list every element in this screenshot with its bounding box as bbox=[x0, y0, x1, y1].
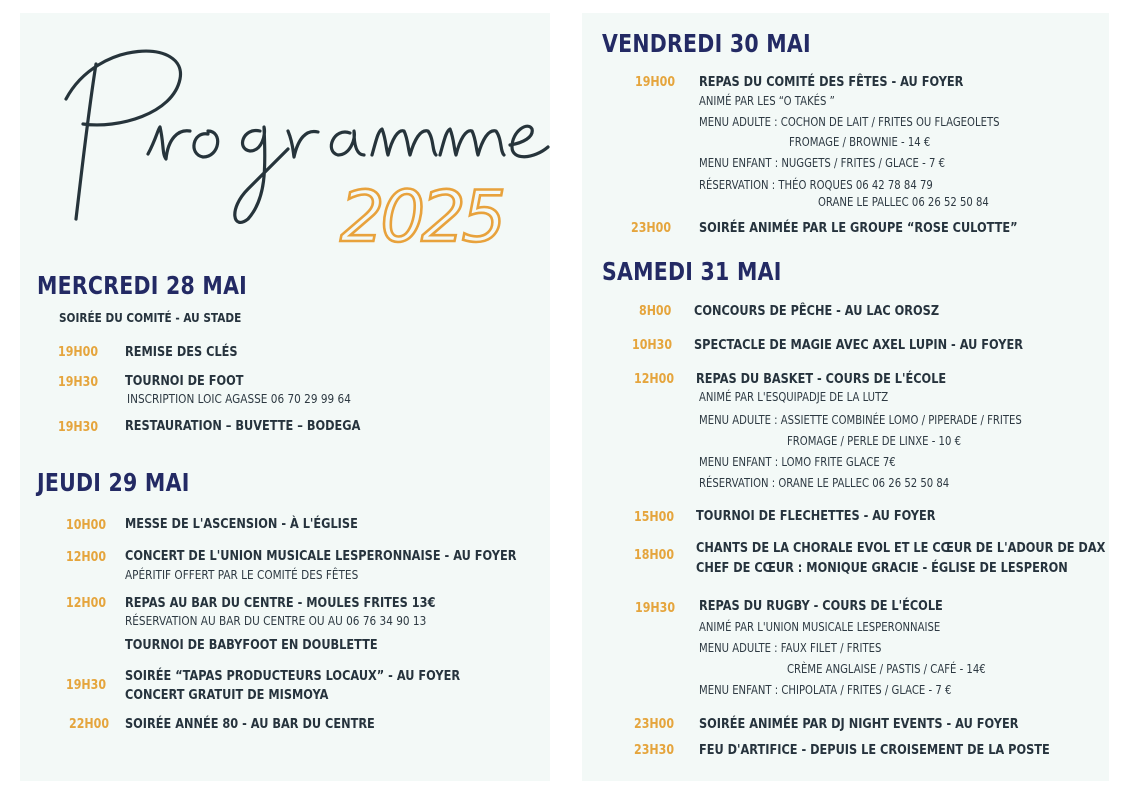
event-title: SOIRÉE ANNÉE 80 - AU BAR DU CENTRE bbox=[125, 716, 375, 732]
event-time: 10H30 bbox=[632, 338, 673, 353]
event-time: 12H00 bbox=[66, 596, 107, 611]
event-time: 19H30 bbox=[58, 375, 99, 390]
event-time: 12H00 bbox=[66, 550, 107, 565]
svg-text:2025: 2025 bbox=[340, 176, 503, 254]
left-page bbox=[20, 13, 550, 781]
event-title: MESSE DE L'ASCENSION - À L'ÉGLISE bbox=[125, 516, 358, 532]
event-title: REMISE DES CLÉS bbox=[125, 344, 238, 360]
event-time: 18H00 bbox=[634, 548, 675, 563]
event-detail: MENU ADULTE : COCHON DE LAIT / FRITES OU FLAGEOLETS bbox=[699, 115, 1000, 129]
event-detail: INSCRIPTION LOIC AGASSE 06 70 29 99 64 bbox=[127, 391, 351, 406]
event-title: REPAS DU BASKET - COURS DE L'ÉCOLE bbox=[696, 371, 947, 387]
event-title-2: CONCERT GRATUIT DE MISMOYA bbox=[125, 687, 329, 703]
event-detail: FROMAGE / PERLE DE LINXE - 10 € bbox=[787, 434, 962, 448]
event-detail: MENU ADULTE : FAUX FILET / FRITES bbox=[699, 641, 882, 655]
event-detail: MENU ENFANT : CHIPOLATA / FRITES / GLACE - 7 € bbox=[699, 683, 952, 697]
event-time: 19H00 bbox=[635, 75, 676, 90]
event-title: RESTAURATION – BUVETTE – BODEGA bbox=[125, 418, 361, 434]
event-title-2: TOURNOI DE BABYFOOT EN DOUBLETTE bbox=[125, 637, 378, 653]
event-detail: ANIMÉ PAR L'UNION MUSICALE LESPERONNAISE bbox=[699, 620, 941, 634]
event-title: TOURNOI DE FLECHETTES - AU FOYER bbox=[696, 508, 936, 524]
event-title: SOIRÉE ANIMÉE PAR DJ NIGHT EVENTS - AU FOYER bbox=[699, 716, 1019, 732]
event-time: 23H00 bbox=[634, 717, 675, 732]
event-title: REPAS AU BAR DU CENTRE - MOULES FRITES 13€ bbox=[125, 595, 436, 611]
event-detail: ORANE LE PALLEC 06 26 52 50 84 bbox=[818, 195, 989, 209]
event-title: FEU D'ARTIFICE - DEPUIS LE CROISEMENT DE LA POSTE bbox=[699, 742, 1050, 758]
event-time: 23H30 bbox=[634, 743, 675, 758]
event-time: 19H30 bbox=[635, 601, 676, 616]
event-time: 23H00 bbox=[631, 221, 672, 236]
event-detail: RÉSERVATION : ORANE LE PALLEC 06 26 52 50 84 bbox=[699, 476, 950, 490]
event-detail: ANIMÉ PAR L'ESQUIPADJE DE LA LUTZ bbox=[699, 390, 889, 404]
event-detail: ANIMÉ PAR LES “O TAKÉS ” bbox=[699, 94, 835, 108]
event-detail: FROMAGE / BROWNIE - 14 € bbox=[789, 135, 931, 149]
event-detail: MENU ENFANT : LOMO FRITE GLACE 7€ bbox=[699, 455, 896, 469]
event-detail: RÉSERVATION AU BAR DU CENTRE OU AU 06 76 34 90 13 bbox=[125, 613, 427, 628]
event-title: TOURNOI DE FOOT bbox=[125, 373, 244, 389]
event-time: 22H00 bbox=[69, 717, 110, 732]
event-detail: APÉRITIF OFFERT PAR LE COMITÉ DES FÊTES bbox=[125, 567, 359, 582]
event-title-2: CHEF DE CŒUR : MONIQUE GRACIE - ÉGLISE DE LESPERON bbox=[696, 560, 1068, 576]
day-heading-vendredi: VENDREDI 30 MAI bbox=[602, 29, 811, 58]
event-title: CONCOURS DE PÊCHE - AU LAC OROSZ bbox=[694, 303, 940, 319]
event-title: CHANTS DE LA CHORALE EVOL ET LE CŒUR DE L'ADOUR DE DAX bbox=[696, 540, 1106, 556]
event-time: 19H30 bbox=[66, 678, 107, 693]
event-detail: MENU ADULTE : ASSIETTE COMBINÉE LOMO / PIPERADE / FRITES bbox=[699, 413, 1022, 427]
event-detail: MENU ENFANT : NUGGETS / FRITES / GLACE - 7 € bbox=[699, 156, 946, 170]
event-time: 19H00 bbox=[58, 345, 99, 360]
event-detail: CRÈME ANGLAISE / PASTIS / CAFÉ - 14€ bbox=[787, 662, 986, 676]
event-title: REPAS DU COMITÉ DES FÊTES - AU FOYER bbox=[699, 74, 964, 90]
event-time: 10H00 bbox=[66, 518, 107, 533]
event-title: CONCERT DE L'UNION MUSICALE LESPERONNAISE - AU FOYER bbox=[125, 548, 517, 564]
event-detail: RÉSERVATION : THÉO ROQUES 06 42 78 84 79 bbox=[699, 178, 933, 192]
event-time: 12H00 bbox=[634, 372, 675, 387]
day-heading-samedi: SAMEDI 31 MAI bbox=[602, 257, 782, 286]
right-page bbox=[582, 13, 1109, 781]
event-time: 19H30 bbox=[58, 420, 99, 435]
event-title: SPECTACLE DE MAGIE AVEC AXEL LUPIN - AU FOYER bbox=[694, 337, 1023, 353]
event-time: 8H00 bbox=[639, 304, 672, 319]
event-time: 15H00 bbox=[634, 510, 675, 525]
programme-2025-title bbox=[38, 19, 550, 254]
day-heading-mercredi: MERCREDI 28 MAI bbox=[37, 271, 248, 300]
intro-text: SOIRÉE DU COMITÉ - AU STADE bbox=[59, 310, 242, 325]
event-title: SOIRÉE ANIMÉE PAR LE GROUPE “ROSE CULOTTE” bbox=[699, 220, 1018, 236]
day-heading-jeudi: JEUDI 29 MAI bbox=[37, 468, 190, 497]
event-title: REPAS DU RUGBY - COURS DE L'ÉCOLE bbox=[699, 598, 943, 614]
event-title: SOIRÉE “TAPAS PRODUCTEURS LOCAUX” - AU FOYER bbox=[125, 668, 461, 684]
